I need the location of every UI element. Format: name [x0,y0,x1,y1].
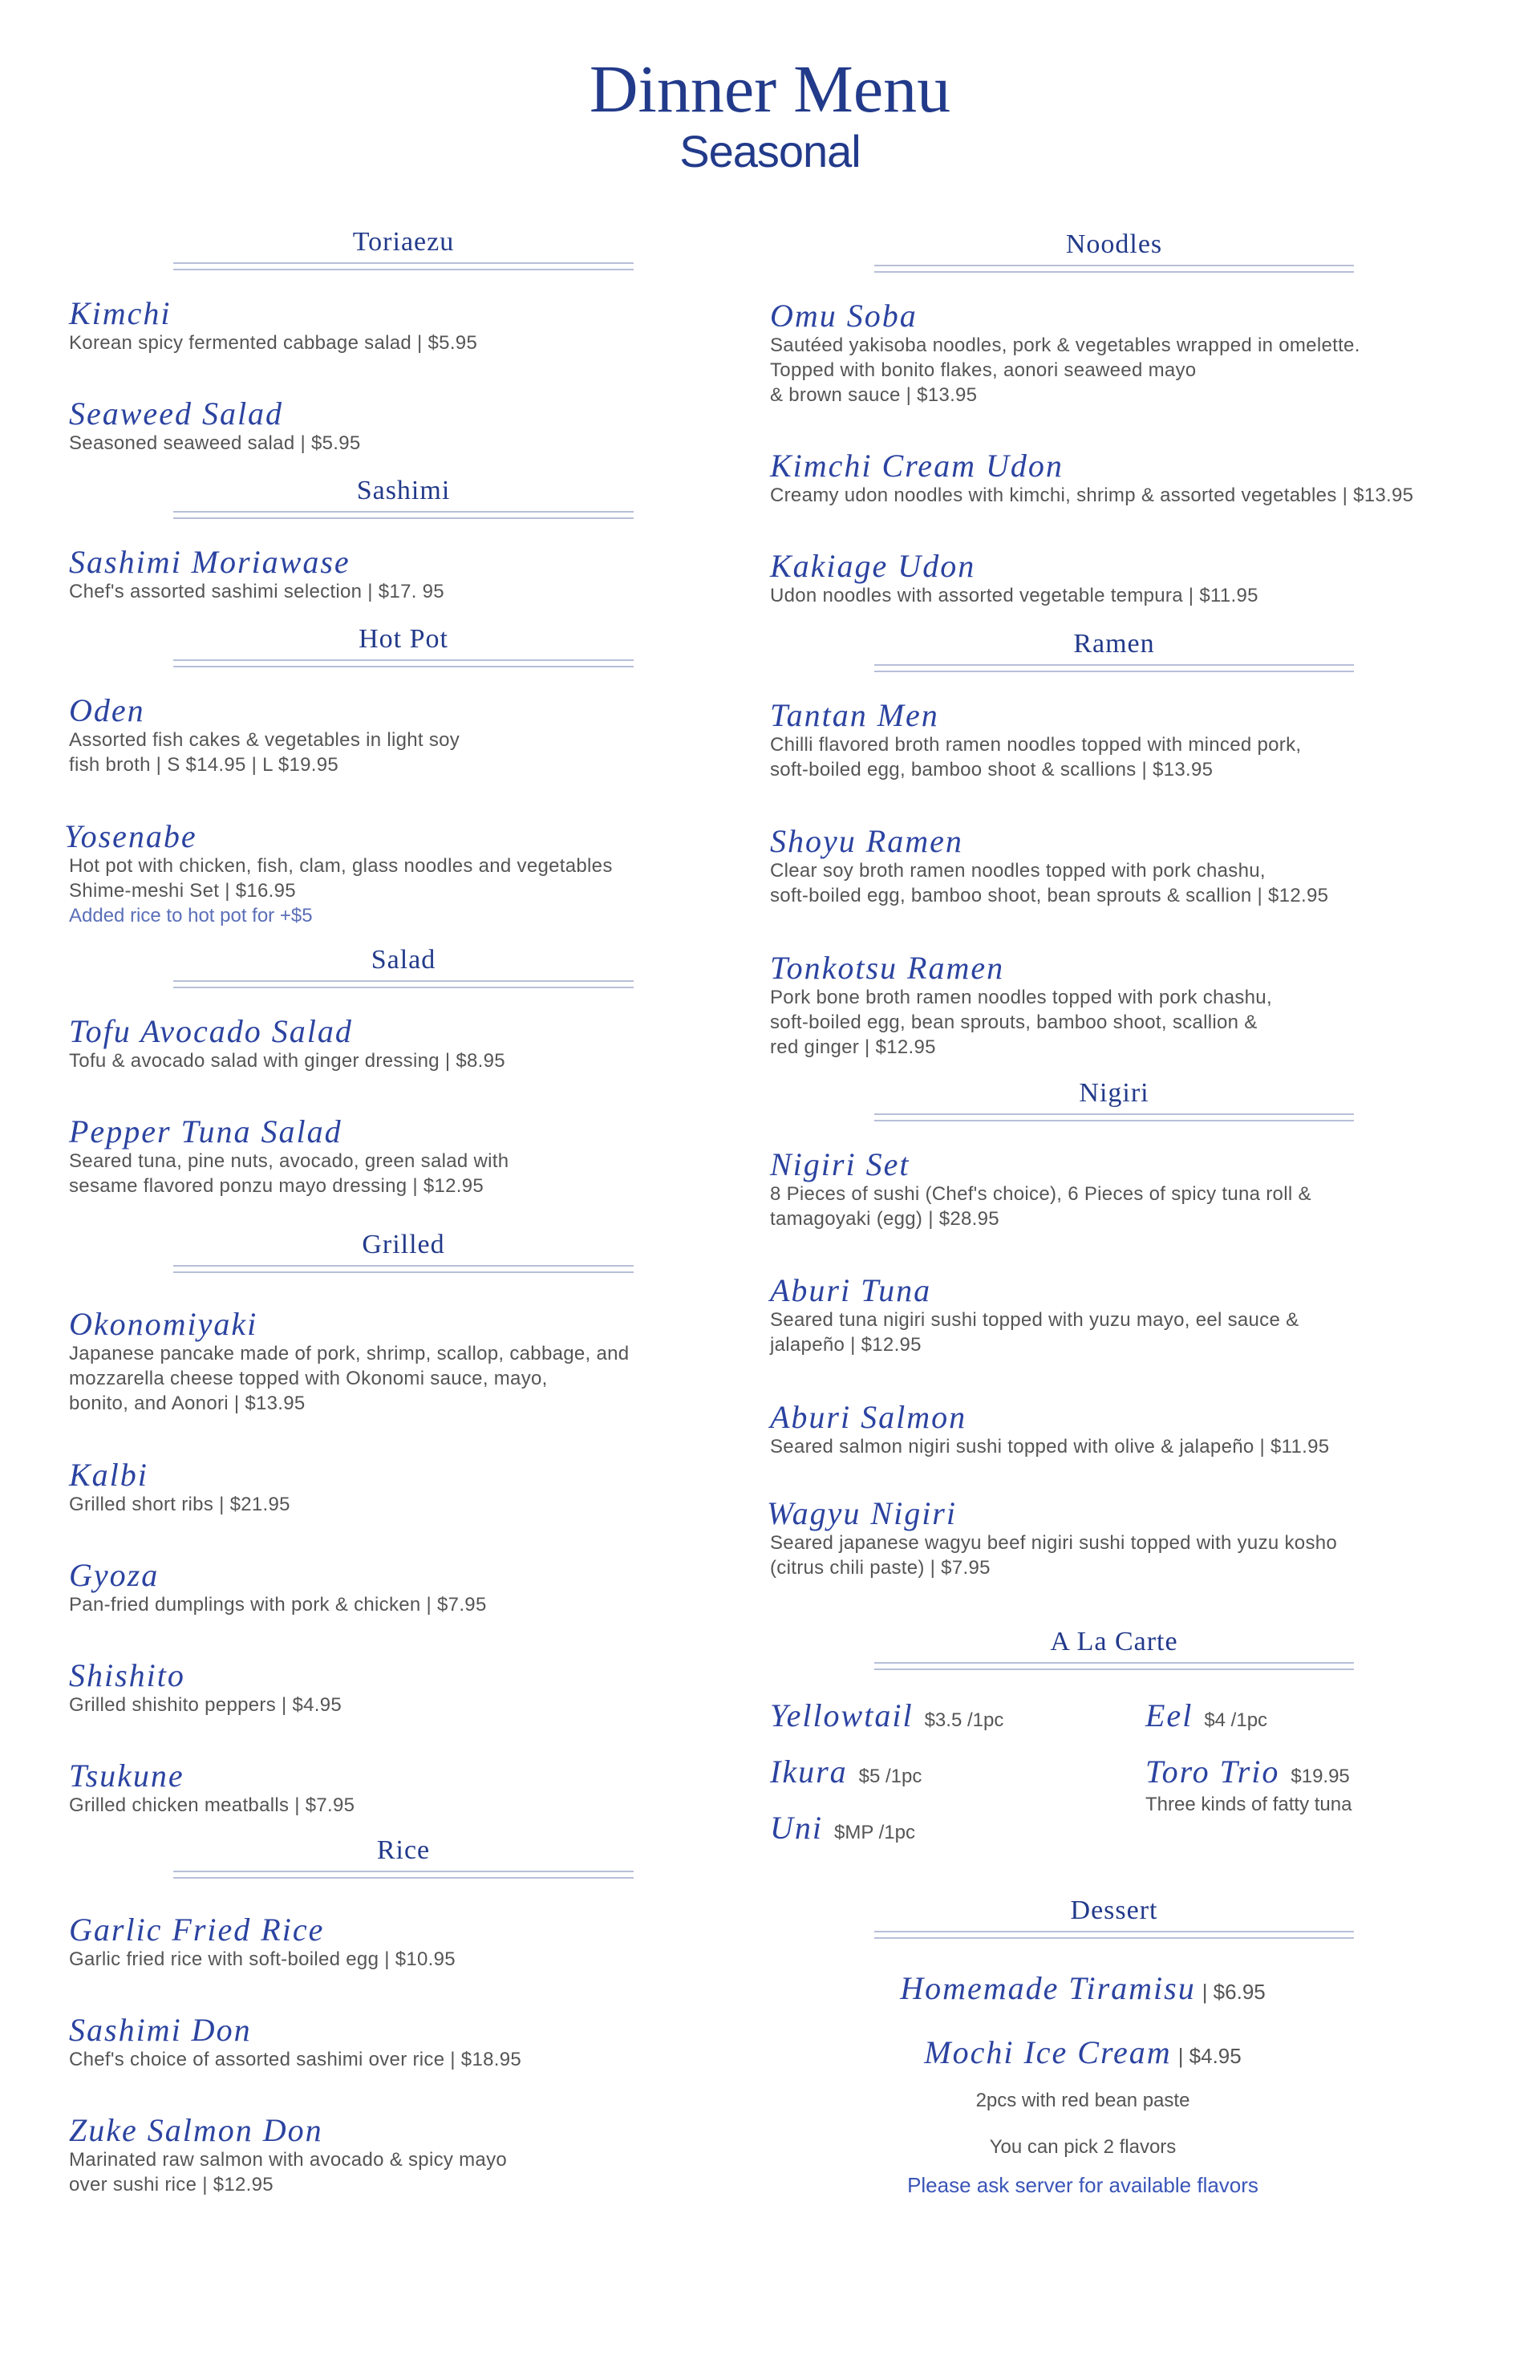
menu-item [770,825,1460,908]
item-desc: Chilli flavored broth ramen noodles topped with minced pork, [770,734,1302,756]
item-name: Yosenabe [64,818,197,854]
item-name: Aburi Salmon [770,1399,967,1435]
section-title: Grilled [362,1230,445,1259]
item-desc: soft-boiled egg, bean sprouts, bamboo shoot, scallion & [770,1012,1258,1033]
item-name: Kimchi [69,295,172,331]
item-desc: Udon noodles with assorted vegetable tempura | $11.95 [770,585,1258,606]
section-header [173,1230,634,1259]
menu-item [69,1115,711,1198]
divider [874,664,1354,666]
section-header [173,945,634,975]
item-desc: Three kinds of fatty tuna [1145,1794,1352,1815]
item-name: Ikura [770,1754,848,1790]
item-note: Added rice to hot pot for +$5 [69,905,313,926]
page-title: Dinner Menu [589,52,951,127]
item-desc: red ginger | $12.95 [770,1036,936,1058]
item-desc: Seared tuna nigiri sushi topped with yuzu mayo, eel sauce & [770,1309,1299,1331]
item-price: $4 /1pc [1204,1709,1268,1731]
carte-item [1145,1697,1267,1734]
item-desc: Shime-meshi Set | $16.95 [69,880,296,902]
section-title: Nigiri [1079,1078,1149,1108]
carte-item [770,1753,922,1790]
item-name: Homemade Tiramisu [900,1970,1196,2006]
item-name: Gyoza [69,1557,160,1593]
section-title: Hot Pot [359,624,448,654]
menu-item [770,1401,1460,1459]
item-desc: (citrus chili paste) | $7.95 [770,1557,991,1579]
divider [874,271,1354,273]
menu-item [69,1759,711,1818]
menu-item [767,1497,1457,1580]
page-subtitle: Seasonal [679,126,861,176]
item-desc: Pork bone broth ramen noodles topped with pork chashu, [770,987,1272,1008]
menu-item [69,545,711,604]
divider [173,980,634,982]
divider [173,666,634,667]
menu-item [69,1015,711,1073]
item-desc: sesame flavored ponzu mayo dressing | $12.95 [69,1175,484,1197]
menu-item [770,699,1460,782]
section-title: Salad [371,945,436,975]
item-name: Omu Soba [770,298,918,334]
item-name: Garlic Fried Rice [69,1912,325,1948]
divider [173,1265,634,1267]
carte-item [770,1697,1003,1734]
item-name: Seaweed Salad [69,395,284,432]
section-header [874,629,1354,659]
item-desc: Grilled short ribs | $21.95 [69,1494,290,1515]
divider [874,1668,1354,1670]
item-desc: Seared tuna, pine nuts, avocado, green salad with [69,1150,509,1172]
item-name: Aburi Tuna [770,1272,932,1308]
menu-item [69,1458,711,1517]
item-name: Kakiage Udon [770,548,976,584]
section-title: Noodles [1065,229,1163,259]
item-name: Tantan Men [770,697,939,733]
item-name: Nigiri Set [770,1146,910,1182]
item-name: Kimchi Cream Udon [770,448,1064,484]
menu-item [69,2013,711,2072]
item-desc: jalapeño | $12.95 [770,1334,922,1356]
item-price: | $4.95 [1177,2044,1242,2068]
section-title: Sashimi [356,476,451,505]
item-desc: soft-boiled egg, bamboo shoot, bean sprouts & scallion | $12.95 [770,885,1329,906]
item-price: $MP /1pc [834,1822,915,1843]
section-title: A La Carte [1050,1627,1178,1656]
item-desc: Grilled chicken meatballs | $7.95 [69,1794,355,1816]
item-name: Uni [770,1810,823,1846]
item-name: Yellowtail [770,1697,914,1733]
item-desc: Korean spicy fermented cabbage salad | $5.95 [69,332,478,354]
divider [173,1271,634,1273]
item-price: $5 /1pc [858,1766,922,1787]
menu-item [770,449,1460,508]
dessert-note: Please ask server for available flavors [907,2173,1258,2197]
item-name: Tsukune [69,1758,184,1794]
item-desc: Seared japanese wagyu beef nigiri sushi topped with yuzu kosho [770,1532,1338,1554]
item-price: $3.5 /1pc [924,1709,1004,1731]
item-desc: over sushi rice | $12.95 [69,2174,274,2196]
divider [173,1877,634,1879]
section-header [173,227,634,257]
divider [173,511,634,513]
item-name: Okonomiyaki [69,1306,258,1342]
item-price: | $6.95 [1202,1980,1266,2004]
menu-item [69,397,711,456]
item-desc: Chef's choice of assorted sashimi over rice | $18.95 [69,2049,522,2070]
item-desc: mozzarella cheese topped with Okonomi sauce, mayo, [69,1368,548,1389]
menu-item [69,1559,711,1617]
menu-item [69,694,711,777]
item-name: Tonkotsu Ramen [770,950,1005,986]
item-desc: Sautéed yakisoba noodles, pork & vegetables wrapped in omelette. [770,334,1360,356]
menu-item [69,1913,711,1972]
menu-item [770,1148,1460,1231]
item-name: Shishito [69,1657,185,1693]
divider [173,987,634,988]
item-name: Wagyu Nigiri [767,1495,957,1531]
divider [173,517,634,519]
menu-item [770,299,1460,407]
item-desc: Hot pot with chicken, fish, clam, glass noodles and vegetables [69,855,613,877]
item-desc: bonito, and Aonori | $13.95 [69,1393,306,1414]
item-desc: fish broth | S $14.95 | L $19.95 [69,754,339,776]
section-header [874,1895,1354,1925]
item-desc: Clear soy broth ramen noodles topped with pork chashu, [770,860,1266,882]
section-title: Dessert [1070,1895,1158,1925]
menu-header [0,52,1540,176]
menu-item [770,549,1460,608]
item-desc: Grilled shishito peppers | $4.95 [69,1694,342,1716]
item-name: Tofu Avocado Salad [69,1013,353,1049]
item-desc: Seared salmon nigiri sushi topped with olive & jalapeño | $11.95 [770,1436,1330,1458]
dessert-note: 2pcs with red bean paste [975,2090,1190,2111]
item-desc: Assorted fish cakes & vegetables in light soy [69,729,460,751]
item-name: Sashimi Moriawase [69,544,351,580]
item-desc: Seasoned seaweed salad | $5.95 [69,432,361,454]
divider [173,659,634,661]
menu-item [770,951,1460,1060]
dessert-item [738,2033,1428,2071]
section-header [173,476,634,505]
divider [874,1937,1354,1939]
item-name: Zuke Salmon Don [69,2112,323,2148]
divider [874,1113,1354,1115]
carte-item [770,1809,915,1847]
item-desc: Pan-fried dumplings with pork & chicken | $7.95 [69,1594,487,1616]
section-title: Ramen [1073,629,1155,659]
item-desc: Chef's assorted sashimi selection | $17. 95 [69,581,444,602]
menu-item [770,1274,1460,1357]
divider [874,671,1354,672]
divider [874,1662,1354,1664]
dessert-note: You can pick 2 flavors [989,2136,1177,2158]
menu-item [64,820,706,928]
section-title: Rice [376,1835,431,1865]
item-desc: Creamy udon noodles with kimchi, shrimp & assorted vegetables | $13.95 [770,485,1414,506]
divider [173,262,634,264]
menu-item [69,1308,711,1416]
section-title: Toriaezu [352,227,455,257]
menu-item [69,1659,711,1717]
item-desc: Marinated raw salmon with avocado & spicy mayo [69,2149,508,2171]
item-price: $19.95 [1291,1766,1350,1787]
item-name: Oden [69,692,145,728]
item-name: Sashimi Don [69,2012,252,2048]
item-desc: tamagoyaki (egg) | $28.95 [770,1208,999,1230]
item-desc: & brown sauce | $13.95 [770,384,978,406]
item-desc: Tofu & avocado salad with ginger dressing | $8.95 [69,1050,505,1072]
item-desc: Japanese pancake made of pork, shrimp, scallop, cabbage, and [69,1343,630,1364]
dessert-item [738,1969,1428,2007]
item-name: Toro Trio [1145,1754,1280,1790]
carte-item [1145,1753,1352,1816]
section-header [173,1835,634,1865]
item-desc: Garlic fried rice with soft-boiled egg | $10.95 [69,1948,456,1970]
section-header [173,624,634,654]
divider [173,1871,634,1872]
section-header [874,1627,1354,1656]
menu-item [69,297,711,355]
item-name: Eel [1145,1697,1194,1733]
item-name: Kalbi [69,1457,148,1493]
section-header [874,229,1354,259]
item-desc: Topped with bonito flakes, aonori seaweed mayo [770,359,1197,381]
divider [173,269,634,270]
item-desc: 8 Pieces of sushi (Chef's choice), 6 Pieces of spicy tuna roll & [770,1183,1311,1205]
menu-item [69,2114,711,2197]
item-desc: soft-boiled egg, bamboo shoot & scallions | $13.95 [770,759,1214,780]
item-name: Mochi Ice Cream [924,2034,1172,2070]
divider [874,1120,1354,1121]
section-header [874,1078,1354,1108]
item-name: Pepper Tuna Salad [69,1113,342,1149]
item-name: Shoyu Ramen [770,823,963,859]
divider [874,265,1354,266]
divider [874,1931,1354,1932]
